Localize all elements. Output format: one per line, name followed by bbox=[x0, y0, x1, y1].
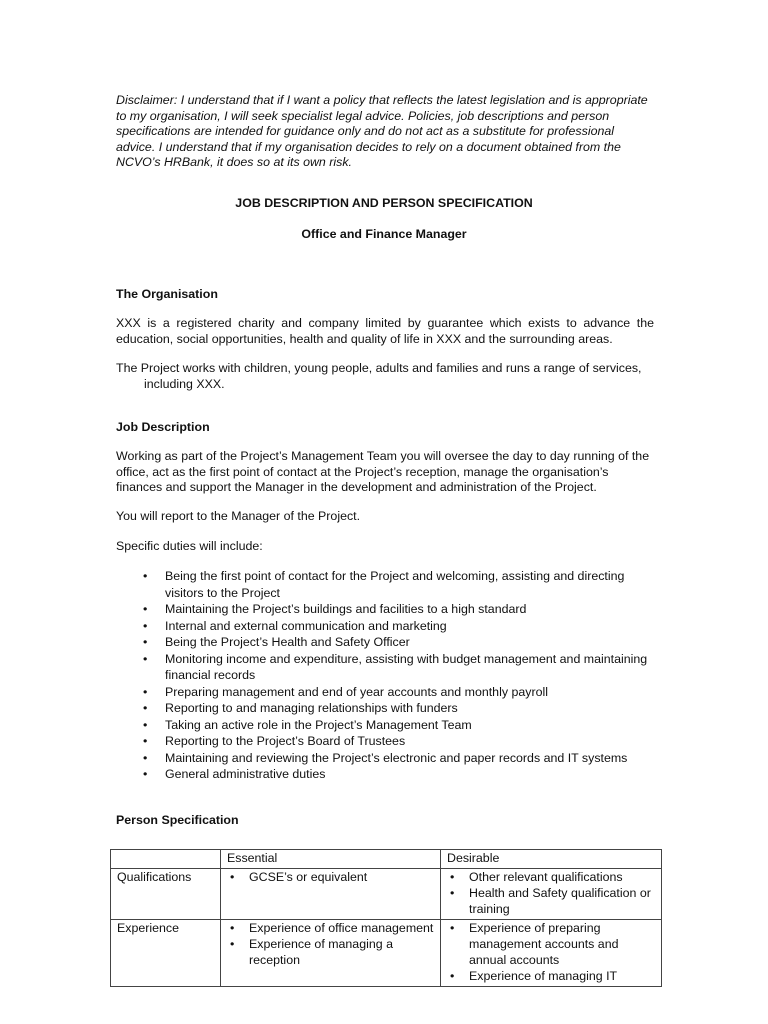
person-spec-heading: Person Specification bbox=[116, 813, 239, 827]
duty-item: • General administrative duties bbox=[140, 766, 660, 783]
duty-item: • Taking an active role in the Project’s Management Team bbox=[140, 717, 660, 734]
list-item: • GCSE’s or equivalent bbox=[227, 869, 434, 885]
job-description-heading: Job Description bbox=[116, 420, 210, 434]
table-header-blank bbox=[111, 850, 221, 869]
organisation-heading: The Organisation bbox=[116, 287, 218, 301]
duty-item: • Maintaining the Project’s buildings and facilities to a high standard bbox=[140, 601, 660, 618]
duty-item: • Preparing management and end of year accounts and monthly payroll bbox=[140, 684, 660, 701]
duty-item: • Being the Project’s Health and Safety Officer bbox=[140, 634, 660, 651]
desirable-cell bbox=[441, 869, 662, 920]
list-item: • Experience of office management bbox=[227, 920, 434, 936]
essential-cell bbox=[221, 869, 441, 920]
document-subtitle: Office and Finance Manager bbox=[301, 227, 467, 241]
row-label: Qualifications bbox=[111, 869, 221, 920]
row-label: Experience bbox=[111, 920, 221, 987]
essential-cell bbox=[221, 920, 441, 987]
table-header-essential: Essential bbox=[221, 850, 441, 869]
person-spec-table bbox=[110, 849, 662, 987]
list-item: • Experience of managing a reception bbox=[227, 936, 434, 968]
project-paragraph: The Project works with children, young people, adults and families and runs a range of services, including XXX. bbox=[116, 361, 642, 391]
duties-list bbox=[140, 568, 660, 783]
table-header-desirable: Desirable bbox=[441, 850, 662, 869]
table-header-row bbox=[111, 850, 662, 869]
report-to-paragraph: You will report to the Manager of the Project. bbox=[116, 509, 361, 523]
document-title: JOB DESCRIPTION AND PERSON SPECIFICATION bbox=[235, 196, 533, 210]
table-row bbox=[111, 920, 662, 987]
list-item: • Other relevant qualifications bbox=[447, 869, 655, 885]
organisation-paragraph: XXX is a registered charity and company limited by guarantee which exists to advance the education, social opportunities, health and quality of life in XXX and the surrounding areas. bbox=[116, 316, 654, 346]
job-description-paragraph: Working as part of the Project’s Management Team you will oversee the day to day running of the office, act as the first point of contact at the Project’s reception, manage the organisation’s finances and support the Manager in the development and administration of the Project. bbox=[116, 449, 650, 494]
list-item: • Health and Safety qualification or training bbox=[447, 885, 655, 917]
desirable-cell bbox=[441, 920, 662, 987]
disclaimer: Disclaimer: I understand that if I want a policy that reflects the latest legislation and is appropriate to my organisation, I will seek specialist legal advice. Policies, job descriptions and person specifications are intended for guidance only and do not act as a substitute for professional advice. I understand that if my organisation decides to rely on a document obtained from the NCVO’s HRBank, it does so at its own risk. bbox=[116, 93, 648, 169]
list-item: • Experience of preparing management accounts and annual accounts bbox=[447, 920, 655, 968]
duty-item: • Reporting to the Project’s Board of Trustees bbox=[140, 733, 660, 750]
duty-item: • Reporting to and managing relationships with funders bbox=[140, 700, 660, 717]
duty-item: • Maintaining and reviewing the Project’s electronic and paper records and IT systems bbox=[140, 750, 660, 767]
list-item: • Experience of managing IT bbox=[447, 968, 655, 984]
duties-intro: Specific duties will include: bbox=[116, 539, 263, 553]
table-row bbox=[111, 869, 662, 920]
duty-item: • Internal and external communication and marketing bbox=[140, 618, 660, 635]
duty-item: • Monitoring income and expenditure, assisting with budget management and maintaining financial records bbox=[140, 651, 660, 684]
duty-item: • Being the first point of contact for the Project and welcoming, assisting and directing visitors to the Project bbox=[140, 568, 660, 601]
